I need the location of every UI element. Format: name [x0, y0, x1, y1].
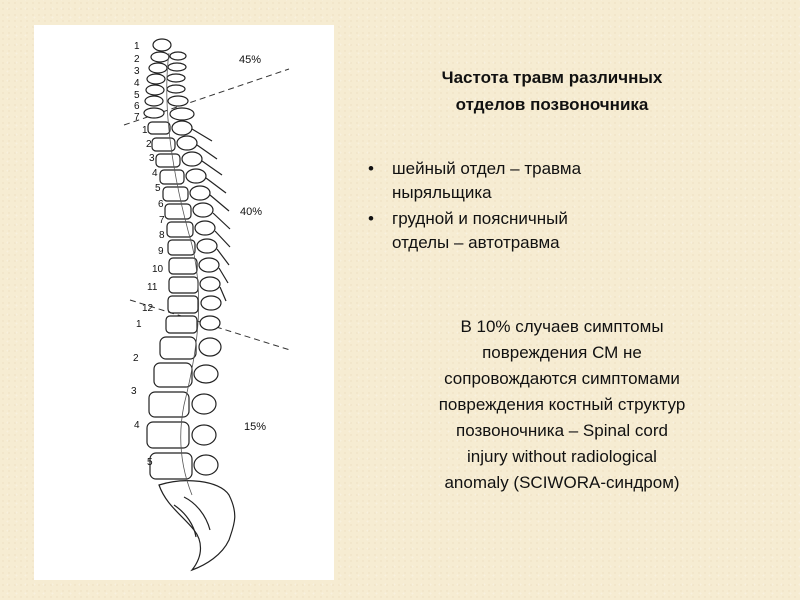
label-t5: 5	[155, 183, 161, 194]
sacrum-coccyx	[159, 481, 235, 570]
spine-figure	[34, 25, 334, 580]
label-l4: 4	[134, 420, 140, 431]
bullet-dot-icon: •	[368, 209, 374, 228]
label-t3: 3	[149, 153, 155, 164]
thoracic-labels	[142, 125, 165, 314]
label-t1: 1	[142, 125, 148, 136]
label-t8: 8	[159, 230, 165, 241]
label-t11: 11	[147, 282, 158, 293]
thoracic-percentage: 40%	[240, 206, 263, 218]
label-l5: 5	[147, 457, 153, 468]
note-line: повреждения СМ не	[482, 343, 642, 362]
spine-illustration	[34, 25, 334, 580]
label-l2: 2	[133, 353, 139, 364]
note-line: повреждения костный структур	[438, 395, 686, 414]
slide-title	[372, 64, 732, 118]
label-t9: 9	[158, 246, 164, 257]
title-line-1: Частота травм различных	[441, 68, 663, 87]
label-c6: 6	[134, 101, 140, 112]
label-t10: 10	[152, 264, 164, 275]
bullet-text-line-1: грудной и поясничный	[392, 209, 568, 228]
label-c7: 7	[134, 112, 140, 123]
bullet-item-cervical	[368, 157, 698, 205]
sciwora-note	[362, 314, 762, 496]
lumbar-vertebrae	[147, 337, 221, 479]
thoracic-vertebrae	[148, 121, 230, 333]
label-t7: 7	[159, 215, 165, 226]
note-line: В 10% случаев симптомы	[460, 317, 664, 336]
cervical-labels	[134, 41, 140, 123]
bullet-dot-icon: •	[368, 159, 374, 178]
lumbar-percentage: 15%	[244, 421, 267, 433]
label-c5: 5	[134, 90, 140, 101]
cervical-percentage: 45%	[239, 54, 262, 66]
bullet-item-thoracolumbar	[368, 207, 698, 255]
label-c1: 1	[134, 41, 140, 52]
bullet-text-line-1: шейный отдел – травма	[392, 159, 582, 178]
label-t6: 6	[158, 199, 164, 210]
note-line: injury without radiological	[467, 447, 657, 466]
label-c4: 4	[134, 78, 140, 89]
label-c3: 3	[134, 66, 140, 77]
label-l3: 3	[131, 386, 137, 397]
label-l1: 1	[136, 319, 142, 330]
label-t4: 4	[152, 168, 158, 179]
bullet-list	[368, 157, 698, 257]
note-line: позвоночника – Spinal cord	[456, 421, 668, 440]
label-t2: 2	[146, 139, 152, 150]
bullet-text-line-2: ныряльщика	[392, 183, 492, 202]
bullet-text-line-2: отделы – автотравма	[392, 233, 560, 252]
note-line: сопровождаются симптомами	[444, 369, 680, 388]
title-line-2: отделов позвоночника	[455, 95, 649, 114]
note-line: anomaly (SCIWORA-синдром)	[444, 473, 680, 492]
label-t12: 12	[142, 303, 154, 314]
cervical-vertebrae	[144, 39, 194, 120]
label-c2: 2	[134, 54, 140, 65]
